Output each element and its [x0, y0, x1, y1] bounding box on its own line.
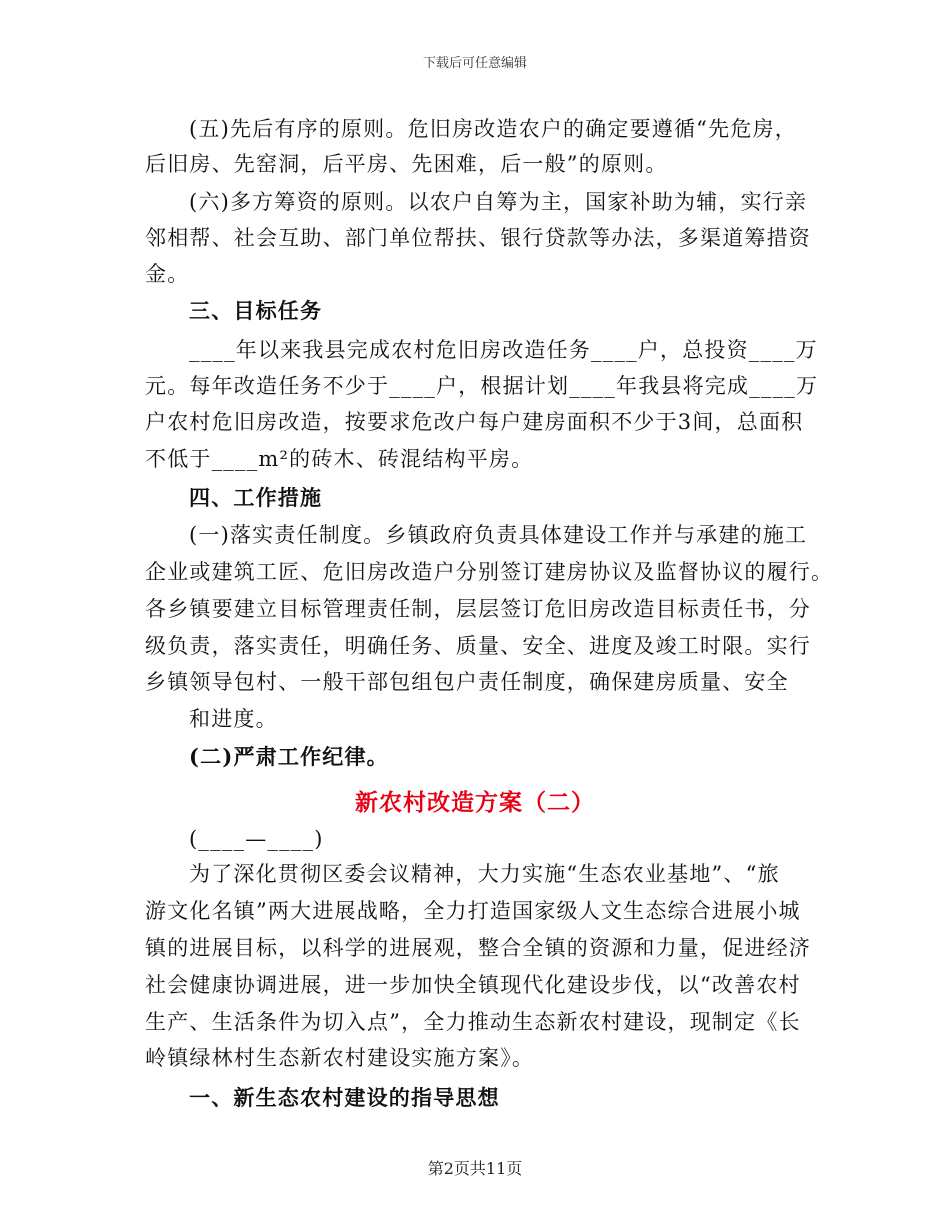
- paragraph-line: 生产、生活条件为切入点”，全力推动生态新农村建设，现制定《长: [145, 1010, 801, 1034]
- date-line: (____—____): [189, 827, 324, 851]
- paragraph-line: 岭镇绿林村生态新农村建设实施方案》。: [145, 1046, 535, 1070]
- paragraph-line: 社会健康协调进展，进一步加快全镇现代化建设步伐，以“改善农村: [145, 973, 801, 997]
- paragraph-line: 各乡镇要建立目标管理责任制，层层签订危旧房改造目标责任书，分: [145, 597, 811, 621]
- paragraph-line: (五)先后有序的原则。危旧房改造农户的确定要遵循“先危房，: [189, 117, 797, 141]
- paragraph-line: 乡镇领导包村、一般干部包组包户责任制度，确保建房质量、安全: [145, 670, 789, 694]
- section-heading: 三、目标任务: [189, 298, 323, 323]
- paragraph-line: 邻相帮、社会互助、部门单位帮扶、银行贷款等办法，多渠道筹措资: [145, 226, 811, 250]
- paragraph-line: 后旧房、先窑洞，后平房、先困难，后一般”的原则。: [145, 152, 668, 176]
- paragraph-line: ____年以来我县完成农村危旧房改造任务____户，总投资____万: [189, 338, 818, 362]
- document-title: 新农村改造方案（二）: [355, 789, 595, 816]
- paragraph-line: 企业或建筑工匠、危旧房改造户分别签订建房协议及监督协议的履行。: [145, 560, 834, 584]
- paragraph-line: 级负责，落实责任，明确任务、质量、安全、进度及竣工时限。实行: [145, 634, 811, 658]
- page-number: 第2页共11页: [427, 1159, 523, 1178]
- paragraph-line: 户农村危旧房改造，按要求危改户每户建房面积不少于3间，总面积: [145, 410, 804, 434]
- paragraph-line: 金。: [145, 262, 190, 286]
- paragraph-line: 不低于____m²的砖木、砖混结构平房。: [145, 447, 534, 471]
- section-heading: (二)严肃工作纪律。: [189, 744, 389, 769]
- paragraph-line: (六)多方筹资的原则。以农户自筹为主，国家补助为辅，实行亲: [189, 190, 808, 214]
- header-note: 下载后可任意编辑: [422, 56, 527, 71]
- paragraph-line: 游文化名镇”两大进展战略，全力打造国家级人文生态综合进展小城: [145, 899, 801, 923]
- paragraph-line: 为了深化贯彻区委会议精神，大力实施“生态农业基地”、“旅: [189, 862, 780, 886]
- section-heading: 一、新生态农村建设的指导思想: [189, 1085, 500, 1110]
- paragraph-line: 和进度。: [189, 707, 278, 731]
- paragraph-line: (一)落实责任制度。乡镇政府负责具体建设工作并与承建的施工: [189, 523, 808, 547]
- paragraph-line: 镇的进展目标，以科学的进展观，整合全镇的资源和力量，促进经济: [145, 936, 811, 960]
- paragraph-line: 元。每年改造任务不少于____户，根据计划____年我县将完成____万: [145, 374, 819, 398]
- section-heading: 四、工作措施: [189, 485, 323, 510]
